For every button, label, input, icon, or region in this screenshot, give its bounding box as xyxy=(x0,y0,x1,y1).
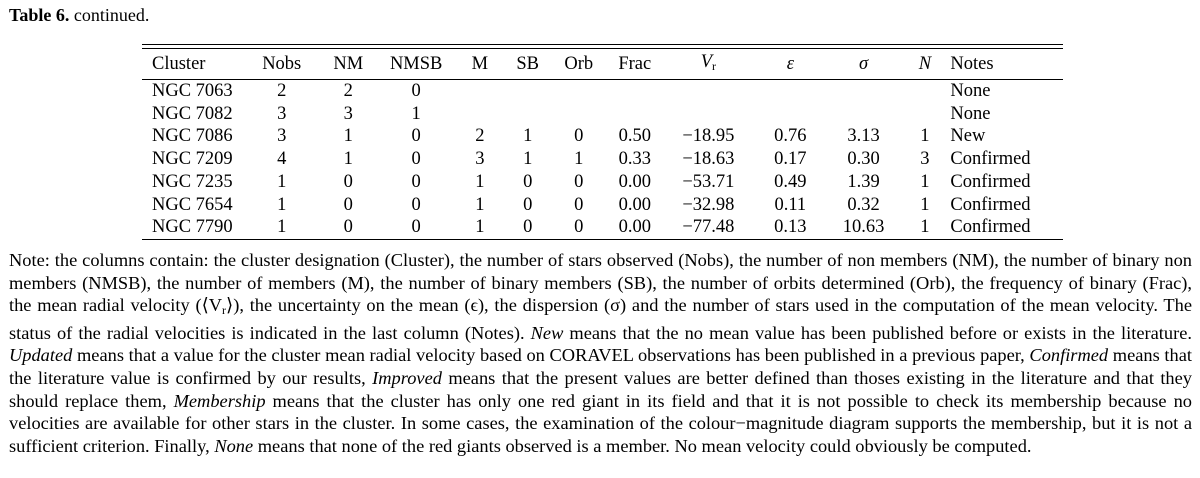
cell-n xyxy=(899,103,950,126)
cell-epsilon: 0.13 xyxy=(774,217,807,238)
header-sigma-symbol: σ xyxy=(858,54,869,74)
cell-nmsb: 0 xyxy=(411,171,421,192)
note-term-new: New xyxy=(530,322,564,343)
cell-notes: None xyxy=(950,103,991,124)
table-label: Table 6. xyxy=(9,5,70,25)
header-epsilon-symbol: ε xyxy=(786,54,794,74)
cell-nmsb: 0 xyxy=(411,81,421,101)
cell-nobs: 1 xyxy=(277,217,287,238)
table-body xyxy=(142,80,1063,239)
cell-notes: None xyxy=(950,81,991,101)
note-text-3: means that the no mean value has been published before or exists in the literature. xyxy=(563,322,1192,343)
header-sb: SB xyxy=(516,54,540,74)
cell-frac: 0.50 xyxy=(618,126,651,147)
cell-m: 1 xyxy=(475,194,485,215)
cell-orb xyxy=(552,103,606,126)
header-vr-subscript: r xyxy=(712,59,717,73)
cell-frac xyxy=(606,103,664,126)
note-text-4: means that a value for the cluster mean radial velocity based on CORAVEL observations has been published in a previous paper, xyxy=(72,345,1030,366)
cell-sigma xyxy=(828,80,900,103)
cell-sb: 0 xyxy=(523,217,533,238)
cell-orb: 0 xyxy=(574,126,584,147)
header-n-symbol: N xyxy=(918,54,932,74)
cell-orb: 0 xyxy=(574,194,584,215)
header-notes: Notes xyxy=(950,54,994,74)
header-nmsb: NMSB xyxy=(389,54,443,74)
cell-sb: 1 xyxy=(523,149,533,170)
table-row xyxy=(142,171,1063,194)
cell-n: 1 xyxy=(920,217,930,238)
cell-n: 1 xyxy=(920,171,930,192)
table-note xyxy=(9,249,1192,457)
cell-nobs: 1 xyxy=(277,194,287,215)
header-vr-symbol: V xyxy=(700,52,713,72)
cell-cluster: NGC 7209 xyxy=(152,149,233,170)
cell-nmsb: 0 xyxy=(411,126,421,147)
cell-nm: 0 xyxy=(343,217,353,238)
cell-m xyxy=(456,103,504,126)
cell-epsilon: 0.49 xyxy=(774,171,807,192)
cell-nobs: 4 xyxy=(277,149,287,170)
cell-cluster: NGC 7790 xyxy=(152,217,233,238)
cell-sb xyxy=(504,80,552,103)
note-text-1: Note: the columns contain: the cluster designation (Cluster), the number of stars observed (Nobs), the number of non members (NM), the number of binary non members (NMSB), the number of members (M), the number of binary members (SB), the number of orbits determined (Orb), the frequency of binary (Frac), the mean radial velocity (⟨V xyxy=(9,250,1192,316)
cell-sigma: 3.13 xyxy=(847,126,880,147)
note-term-none: None xyxy=(214,435,254,456)
header-nm: NM xyxy=(333,54,364,74)
cell-epsilon: 0.11 xyxy=(774,194,807,215)
cell-epsilon xyxy=(753,103,828,126)
note-term-improved: Improved xyxy=(372,367,442,388)
cell-cluster: NGC 7063 xyxy=(152,81,233,101)
cell-vr: −18.63 xyxy=(682,149,735,170)
cell-nm: 0 xyxy=(343,194,353,215)
cell-nm: 1 xyxy=(343,149,353,170)
cell-nm: 1 xyxy=(343,126,353,147)
header-orb: Orb xyxy=(564,54,594,74)
cell-sigma: 0.30 xyxy=(847,149,880,170)
cell-epsilon: 0.17 xyxy=(774,149,807,170)
table-row xyxy=(142,103,1063,126)
cell-m: 3 xyxy=(475,149,485,170)
cell-nmsb: 0 xyxy=(411,149,421,170)
cell-n xyxy=(899,80,950,103)
cell-vr: −32.98 xyxy=(682,194,735,215)
cell-orb: 0 xyxy=(574,171,584,192)
note-vr-subscript: r xyxy=(222,303,227,318)
cell-orb xyxy=(552,80,606,103)
table-row xyxy=(142,80,1063,103)
cell-vr: −53.71 xyxy=(682,171,735,192)
cell-nm: 0 xyxy=(343,171,353,192)
cell-sb xyxy=(504,103,552,126)
cell-notes: New xyxy=(950,126,986,147)
header-sigma xyxy=(828,49,900,80)
cell-notes: Confirmed xyxy=(950,217,1031,238)
cell-n: 3 xyxy=(920,149,930,170)
cell-sigma: 1.39 xyxy=(847,171,880,192)
cell-frac: 0.33 xyxy=(618,149,651,170)
cell-frac xyxy=(606,80,664,103)
header-frac: Frac xyxy=(618,54,652,74)
cell-vr: −77.48 xyxy=(682,217,735,238)
cell-orb: 1 xyxy=(574,149,584,170)
cell-frac: 0.00 xyxy=(618,171,651,192)
cell-m xyxy=(456,80,504,103)
note-text-5: means that the literature value is confirmed by our results, xyxy=(9,345,1192,388)
table-row xyxy=(142,216,1063,239)
cell-frac: 0.00 xyxy=(618,194,651,215)
note-text-8: means that none of the red giants observed is a member. No mean velocity could obviously be computed. xyxy=(253,435,1032,456)
cell-frac: 0.00 xyxy=(618,217,651,238)
cell-nmsb: 1 xyxy=(411,103,421,124)
cell-sb: 0 xyxy=(523,194,533,215)
cell-nmsb: 0 xyxy=(411,217,421,238)
cell-epsilon: 0.76 xyxy=(774,126,807,147)
note-term-membership: Membership xyxy=(173,390,266,411)
cell-nobs: 3 xyxy=(277,103,287,124)
cell-n: 1 xyxy=(920,194,930,215)
note-text-7: means that the cluster has only one red giant in its field and that it is not possible to check its membership because no velocities are available for other stars in the cluster. In some cases, the examination of the colour−magnitude diagram supports the membership, but it is not a sufficient criterion. Finally, xyxy=(9,390,1192,456)
header-vr xyxy=(664,49,753,80)
header-cluster: Cluster xyxy=(152,54,206,74)
table-bottom-rule xyxy=(142,239,1063,240)
cell-vr xyxy=(664,80,753,103)
header-n xyxy=(899,49,950,80)
note-term-updated: Updated xyxy=(9,345,73,366)
cell-epsilon xyxy=(753,80,828,103)
header-nobs: Nobs xyxy=(262,54,302,74)
cell-sigma: 0.32 xyxy=(847,194,880,215)
cell-notes: Confirmed xyxy=(950,194,1031,215)
cell-m: 1 xyxy=(475,171,485,192)
data-table-container xyxy=(142,44,1063,240)
cell-cluster: NGC 7235 xyxy=(152,171,233,192)
table-row xyxy=(142,125,1063,148)
table-row xyxy=(142,194,1063,217)
cell-vr: −18.95 xyxy=(682,126,735,147)
cell-vr xyxy=(664,103,753,126)
cell-n: 1 xyxy=(920,126,930,147)
header-epsilon xyxy=(753,49,828,80)
table-header-row xyxy=(142,49,1063,80)
header-m: M xyxy=(471,54,489,74)
table-caption-text: continued. xyxy=(73,5,150,25)
table-caption xyxy=(9,5,149,26)
cell-sb: 0 xyxy=(523,171,533,192)
cell-sigma xyxy=(828,103,900,126)
cell-nmsb: 0 xyxy=(411,194,421,215)
cell-nobs: 2 xyxy=(277,81,287,101)
data-table xyxy=(142,49,1063,239)
cell-nobs: 3 xyxy=(277,126,287,147)
cell-nobs: 1 xyxy=(277,171,287,192)
cell-notes: Confirmed xyxy=(950,171,1031,192)
cell-m: 1 xyxy=(475,217,485,238)
table-row xyxy=(142,148,1063,171)
note-text-6: means that the present values are better defined than thoses existing in the literature and that they should replace them, xyxy=(9,367,1192,411)
cell-cluster: NGC 7086 xyxy=(152,126,233,147)
cell-orb: 0 xyxy=(574,217,584,238)
cell-sigma: 10.63 xyxy=(842,217,885,238)
cell-nm: 3 xyxy=(343,103,353,124)
cell-notes: Confirmed xyxy=(950,149,1031,170)
note-text-2: ⟩), the uncertainty on the mean (ϵ), the dispersion (σ) and the number of stars used in the computation of the mean velocity. The status of the radial velocities is indicated in the last column (Notes). xyxy=(9,295,1192,343)
note-term-confirmed: Confirmed xyxy=(1029,345,1109,366)
cell-cluster: NGC 7654 xyxy=(152,194,233,215)
cell-nm: 2 xyxy=(343,81,353,101)
cell-sb: 1 xyxy=(523,126,533,147)
cell-cluster: NGC 7082 xyxy=(152,103,233,124)
cell-m: 2 xyxy=(475,126,485,147)
